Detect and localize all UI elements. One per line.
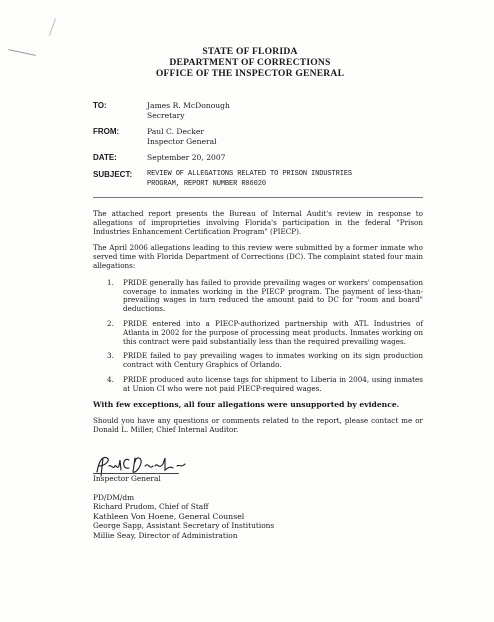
scan-mark <box>8 49 36 56</box>
allegation-number: 3. <box>107 351 114 361</box>
allegation-item <box>93 376 423 394</box>
allegation-item <box>93 320 423 346</box>
allegation-item <box>93 352 423 370</box>
signature-title: Inspector General <box>93 474 161 483</box>
cc-recipient: Kathleen Von Hoene, General Counsel <box>93 511 245 521</box>
allegation-number: 4. <box>107 374 114 384</box>
subject-line: PROGRAM, REPORT NUMBER R06020 <box>147 179 266 188</box>
date-label: DATE: <box>93 153 117 163</box>
from-title: Inspector General <box>147 136 217 146</box>
allegation-text: PRIDE failed to pay prevailing wages to inmates working on its sign production contract with Century Graphics of Orlando. <box>123 351 423 370</box>
to-name: James R. McDonough <box>147 101 230 110</box>
subject-line: REVIEW OF ALLEGATIONS RELATED TO PRISON INDUSTRIES <box>147 169 353 178</box>
allegation-list <box>93 279 423 394</box>
cc-recipient: George Sapp, Assistant Secretary of Institutions <box>93 521 275 531</box>
allegation-number: 2. <box>107 318 114 328</box>
cc-recipient: Millie Seay, Director of Administration <box>93 530 238 540</box>
divider <box>93 197 423 198</box>
body-paragraph: Should you have any questions or comments related to the report, please contact me or Donald L. Miller, Chief Internal Auditor. <box>93 416 423 435</box>
from-name: Paul C. Decker <box>147 127 204 137</box>
memo-from <box>93 127 423 146</box>
memo-to <box>93 101 423 120</box>
memo-body <box>93 210 423 443</box>
allegation-number: 1. <box>107 277 114 287</box>
conclusion: With few exceptions, all four allegations were unsupported by evidence. <box>93 399 400 409</box>
to-title: Secretary <box>147 110 185 120</box>
allegation-item <box>93 279 423 314</box>
letterhead <box>100 46 400 79</box>
letterhead-state: STATE OF FLORIDA <box>202 46 298 57</box>
letterhead-office: OFFICE OF THE INSPECTOR GENERAL <box>155 68 345 79</box>
memo-subject <box>93 170 423 189</box>
copy-list <box>93 493 393 540</box>
from-label: FROM: <box>93 127 120 137</box>
memo-fields <box>93 101 423 196</box>
scan-mark <box>49 18 56 35</box>
memo-date <box>93 153 423 163</box>
body-paragraph: The April 2006 allegations leading to this review were submitted by a former inmate who served time with Florida Department of Corrections (DC). The complaint stated four main allegations: <box>93 243 423 270</box>
allegation-text: PRIDE produced auto license tags for shipment to Liberia in 2004, using inmates at Union CI who were not paid PIECP-required wages. <box>123 374 423 393</box>
cc-recipient: Richard Prudom, Chief of Staff <box>93 502 209 512</box>
body-paragraph: The attached report presents the Bureau of Internal Audit's review in response to allegations of improprieties involving Florida's participation in the federal "Prison Industries Enhancement Certification Program" (PIECP). <box>93 209 423 236</box>
allegation-text: PRIDE entered into a PIECP-authorized partnership with ATL Industries of Atlanta in 2002 for the purpose of processing meat products. Inmates working on this contract were paid substantially less than the required prevailing wages. <box>123 318 423 346</box>
letterhead-department: DEPARTMENT OF CORRECTIONS <box>169 57 331 68</box>
date-value: September 20, 2007 <box>147 153 226 163</box>
initials: PD/DM/dm <box>93 493 135 502</box>
subject-label: SUBJECT: <box>93 169 133 179</box>
allegation-text: PRIDE generally has failed to provide prevailing wages or workers' compensation coverage to inmates working in the PIECP program. The payment of less-than-prevailing wages in turn reduced the amount paid to DC for "room and board" deductions. <box>123 277 423 314</box>
to-label: TO: <box>93 101 107 110</box>
